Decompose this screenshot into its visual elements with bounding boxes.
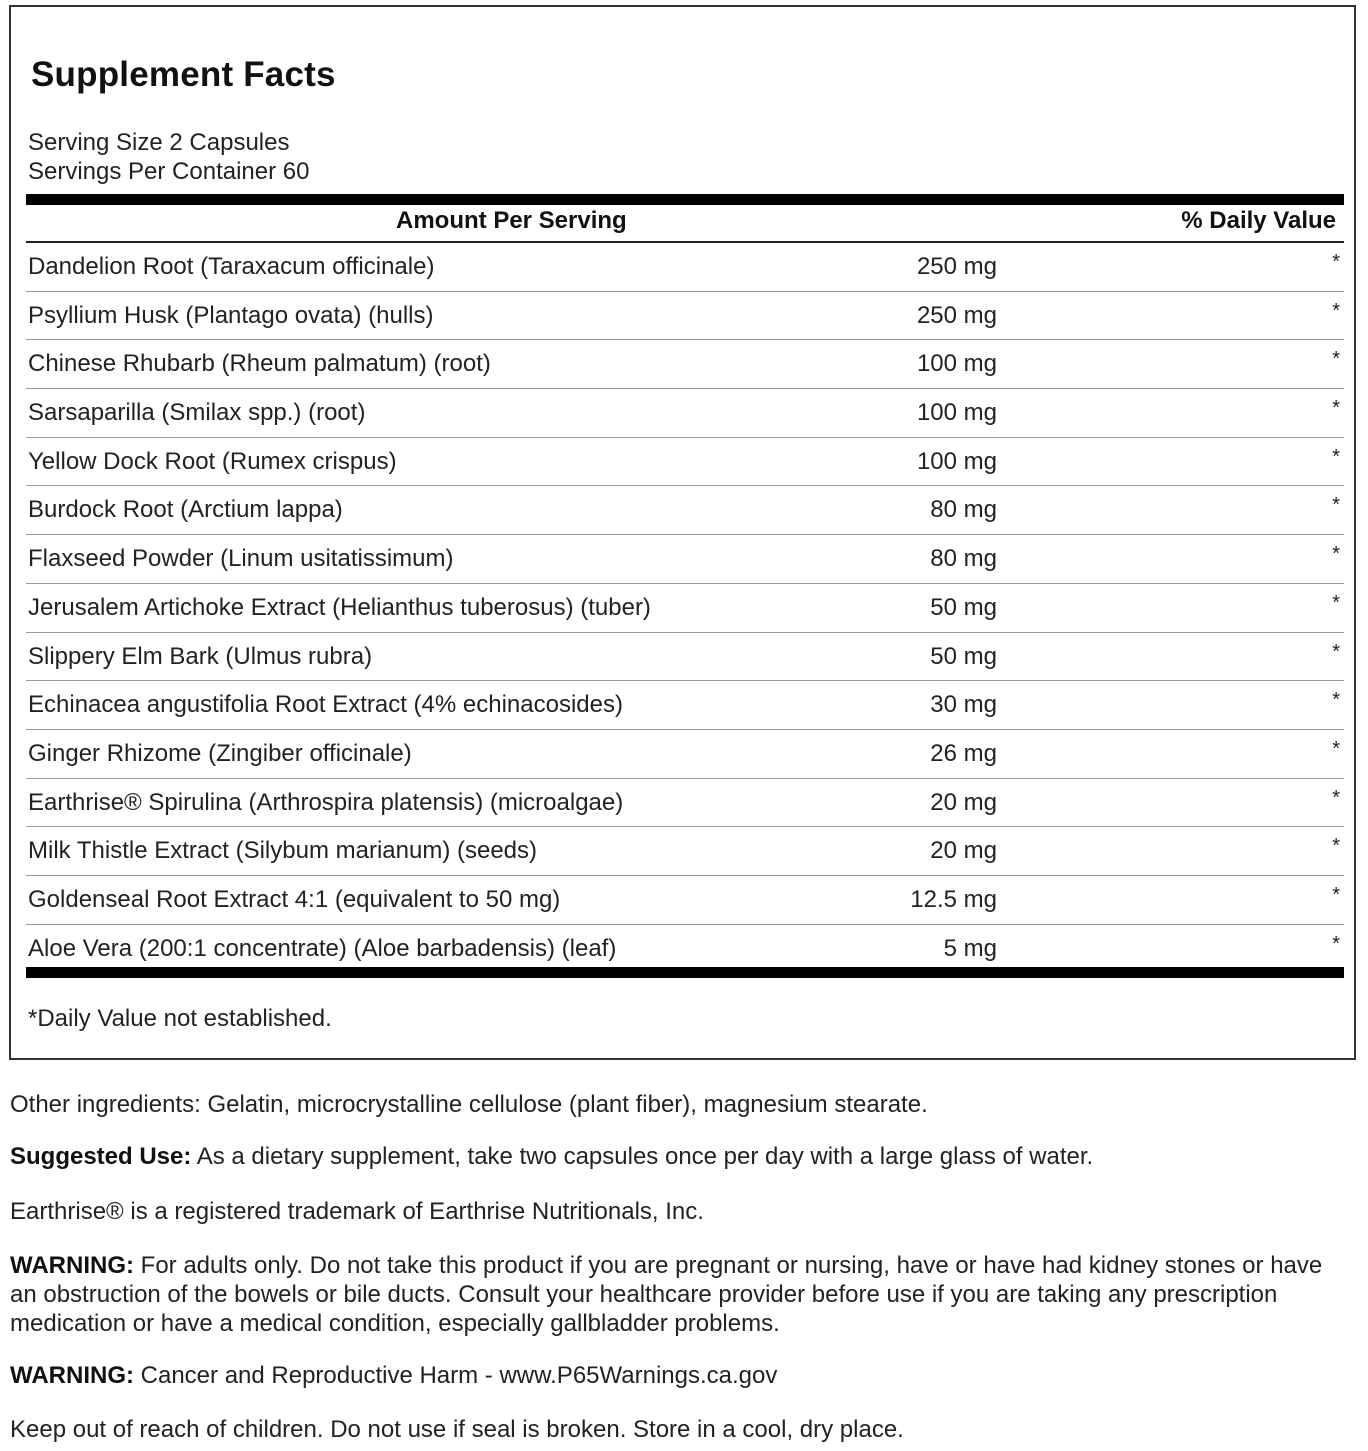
- warning-prop65: [10, 1361, 1355, 1390]
- ingredient-amount: 30 mg: [930, 691, 997, 719]
- ingredient-name: Jerusalem Artichoke Extract (Helianthus tuberosus) (tuber): [28, 593, 651, 621]
- table-row: [26, 925, 1344, 974]
- ingredient-amount: 26 mg: [930, 739, 997, 767]
- ingredient-name: Milk Thistle Extract (Silybum marianum) (seeds): [28, 837, 538, 865]
- ingredient-daily-value: *: [1332, 299, 1340, 322]
- ingredient-daily-value: *: [1332, 786, 1340, 809]
- table-row: [26, 584, 1344, 633]
- trademark-notice: Earthrise® is a registered trademark of Earthrise Nutritionals, Inc.: [10, 1198, 704, 1225]
- ingredient-name: Dandelion Root (Taraxacum officinale): [28, 253, 435, 280]
- ingredient-name: Yellow Dock Root (Rumex crispus): [28, 447, 397, 475]
- suggested-use-text: As a dietary supplement, take two capsules once per day with a large glass of water.: [191, 1143, 1094, 1170]
- ingredient-name: Aloe Vera (200:1 concentrate) (Aloe barbadensis) (leaf): [28, 934, 617, 962]
- ingredient-daily-value: *: [1332, 640, 1340, 663]
- ingredient-daily-value: *: [1332, 543, 1340, 566]
- warning-label: WARNING:: [10, 1252, 134, 1279]
- warning-text: Cancer and Reproductive Harm - www.P65Warnings.ca.gov: [133, 1362, 778, 1389]
- ingredient-list: [26, 243, 1344, 973]
- top-divider: [26, 194, 1344, 205]
- ingredient-name: Psyllium Husk (Plantago ovata) (hulls): [28, 301, 434, 329]
- ingredient-daily-value: *: [1332, 591, 1340, 614]
- ingredient-amount: 250 mg: [916, 253, 997, 280]
- ingredient-name: Burdock Root (Arctium lappa): [28, 496, 343, 524]
- ingredient-daily-value: *: [1332, 737, 1340, 760]
- ingredient-daily-value: *: [1332, 883, 1340, 906]
- table-row: [26, 827, 1344, 876]
- table-row: [26, 292, 1344, 341]
- ingredient-daily-value: *: [1332, 689, 1340, 712]
- ingredient-amount: 100 mg: [916, 350, 997, 378]
- ingredient-amount: 100 mg: [916, 399, 997, 427]
- ingredient-amount: 20 mg: [930, 788, 997, 816]
- table-row: [26, 730, 1344, 779]
- ingredient-amount: 80 mg: [930, 545, 997, 573]
- table-row: [26, 633, 1344, 682]
- ingredient-name: Echinacea angustifolia Root Extract (4% echinacosides): [28, 691, 623, 719]
- ingredient-amount: 100 mg: [916, 447, 997, 475]
- table-row: [26, 681, 1344, 730]
- ingredient-daily-value: *: [1332, 445, 1340, 468]
- warning-label: WARNING:: [10, 1362, 134, 1389]
- storage-instructions: Keep out of reach of children. Do not use if seal is broken. Store in a cool, dry place.: [10, 1416, 904, 1443]
- warning-text: For adults only. Do not take this product if you are pregnant or nursing, have or have had kidney stones or have an obstruction of the bowels or bile ducts. Consult your healthcare provider before use if you are taking any prescription medication or have a medical condition, especially gallbladder problems.: [10, 1252, 1323, 1337]
- servings-per-container: Servings Per Container 60: [28, 158, 310, 185]
- header-daily-value: % Daily Value: [1181, 207, 1336, 234]
- serving-size: Serving Size 2 Capsules: [28, 129, 290, 156]
- ingredient-amount: 20 mg: [930, 837, 997, 865]
- table-row: [26, 340, 1344, 389]
- ingredient-daily-value: *: [1332, 251, 1340, 273]
- facts-header-row: [26, 207, 1344, 239]
- table-row: [26, 389, 1344, 438]
- table-row: [26, 243, 1344, 292]
- table-row: [26, 535, 1344, 584]
- supplement-facts-panel: [9, 5, 1356, 1060]
- ingredient-amount: 12.5 mg: [910, 885, 997, 913]
- ingredient-daily-value: *: [1332, 835, 1340, 858]
- bottom-divider: [26, 967, 1344, 978]
- ingredient-daily-value: *: [1332, 348, 1340, 371]
- ingredient-amount: 80 mg: [930, 496, 997, 524]
- ingredient-name: Flaxseed Powder (Linum usitatissimum): [28, 545, 454, 573]
- ingredient-amount: 50 mg: [930, 593, 997, 621]
- table-row: [26, 486, 1344, 535]
- ingredient-daily-value: *: [1332, 932, 1340, 955]
- ingredient-name: Earthrise® Spirulina (Arthrospira platensis) (microalgae): [28, 788, 624, 816]
- header-amount-per-serving: Amount Per Serving: [396, 207, 627, 234]
- ingredient-name: Ginger Rhizome (Zingiber officinale): [28, 739, 412, 767]
- ingredient-name: Slippery Elm Bark (Ulmus rubra): [28, 642, 373, 670]
- ingredient-name: Goldenseal Root Extract 4:1 (equivalent to 50 mg): [28, 885, 561, 913]
- suggested-use: [10, 1142, 1355, 1171]
- facts-title: Supplement Facts: [31, 55, 336, 94]
- table-row: [26, 876, 1344, 925]
- other-ingredients: Other ingredients: Gelatin, microcrystalline cellulose (plant fiber), magnesium stearate.: [10, 1091, 928, 1118]
- ingredient-name: Chinese Rhubarb (Rheum palmatum) (root): [28, 350, 491, 378]
- ingredient-daily-value: *: [1332, 494, 1340, 517]
- ingredient-amount: 50 mg: [930, 642, 997, 670]
- suggested-use-label: Suggested Use:: [10, 1143, 192, 1170]
- table-row: [26, 779, 1344, 828]
- ingredient-name: Sarsaparilla (Smilax spp.) (root): [28, 399, 366, 427]
- ingredient-amount: 250 mg: [916, 301, 997, 329]
- ingredient-amount: 5 mg: [943, 934, 997, 962]
- table-row: [26, 438, 1344, 487]
- daily-value-footnote: *Daily Value not established.: [28, 1005, 332, 1032]
- ingredient-daily-value: *: [1332, 397, 1340, 420]
- warning-adults: [10, 1251, 1355, 1338]
